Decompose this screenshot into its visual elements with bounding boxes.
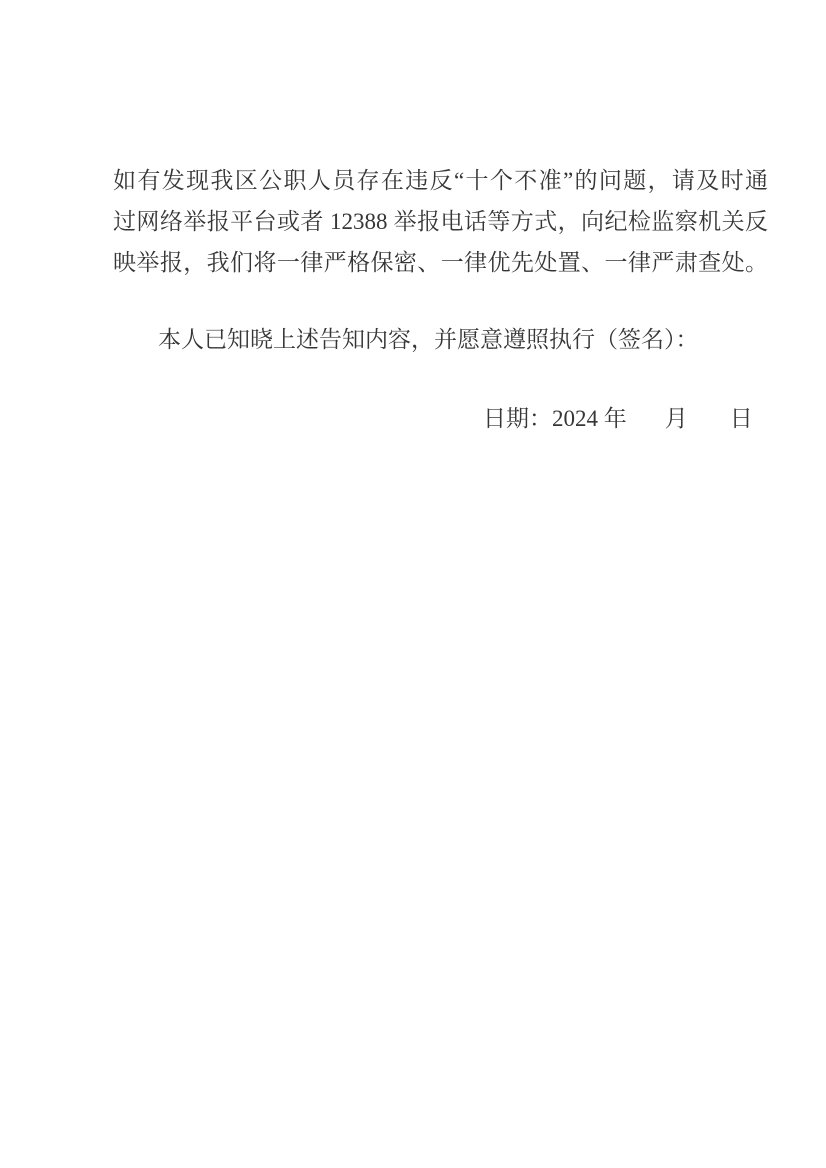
report-paragraph-line-2: 过网络举报平台或者 12388 举报电话等方式，向纪检监察机关反 [113,209,768,234]
report-paragraph-line-1: 如有发现我区公职人员存在违反“十个不准”的问题，请及时通 [113,168,768,193]
date-line [483,398,753,439]
report-paragraph-line-3: 映举报，我们将一律严格保密、一律优先处置、一律严肃查处。 [113,250,768,275]
date-month-label: 月 [664,406,688,431]
date-prefix-label: 日期：2024 年 [483,406,627,431]
acknowledgement-paragraph: 本人已知晓上述告知内容，并愿意遵照执行（签名）： [158,327,699,352]
date-day-label: 日 [729,406,753,431]
report-paragraph [113,160,768,283]
